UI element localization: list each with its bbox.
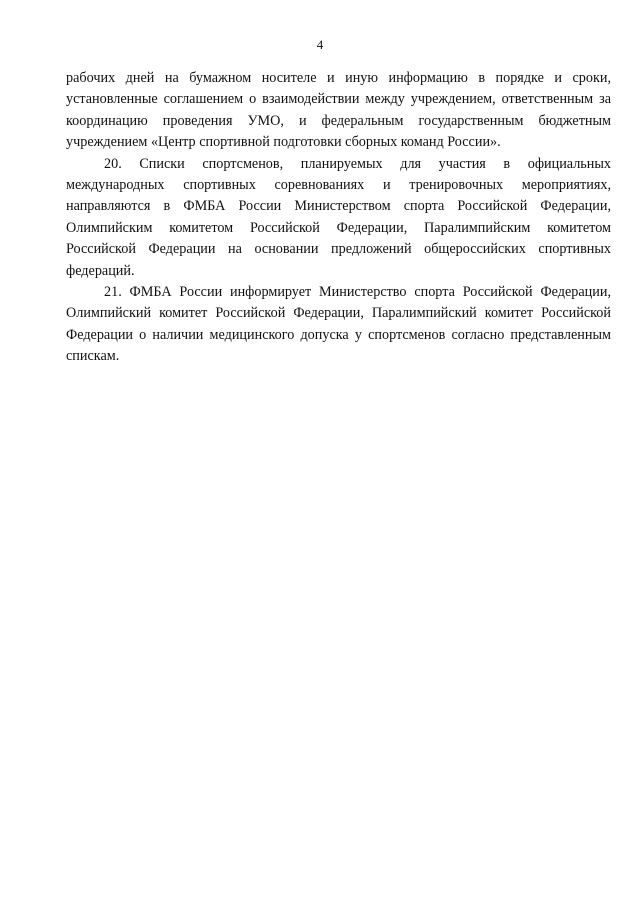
paragraph-continuation: рабочих дней на бумажном носителе и иную информацию в порядке и сроки, установленные соглашением о взаимодействии между учреждением, ответственным за координацию проведения УМО, и федеральным государственным бюджетным учреждением «Центр спортивной подготовки сборных команд России». — [66, 70, 611, 151]
page-number: 4 — [316, 37, 324, 52]
paragraph-20: 20. Списки спортсменов, планируемых для участия в официальных международных спортивных соревнованиях и тренировочных мероприятиях, направляются в ФМБА России Министерством спорта Российской Федерации, Олимпийским комитетом Российской Федерации, Паралимпийским комитетом Российской Федерации на основании предложений общероссийских спортивных федераций. — [66, 155, 611, 279]
paragraph-21: 21. ФМБА России информирует Министерство спорта Российской Федерации, Олимпийский комитет Российской Федерации, Паралимпийский комитет Российской Федерации о наличии медицинского допуска у спортсменов согласно представленным спискам. — [66, 284, 611, 365]
document-body — [66, 68, 611, 368]
